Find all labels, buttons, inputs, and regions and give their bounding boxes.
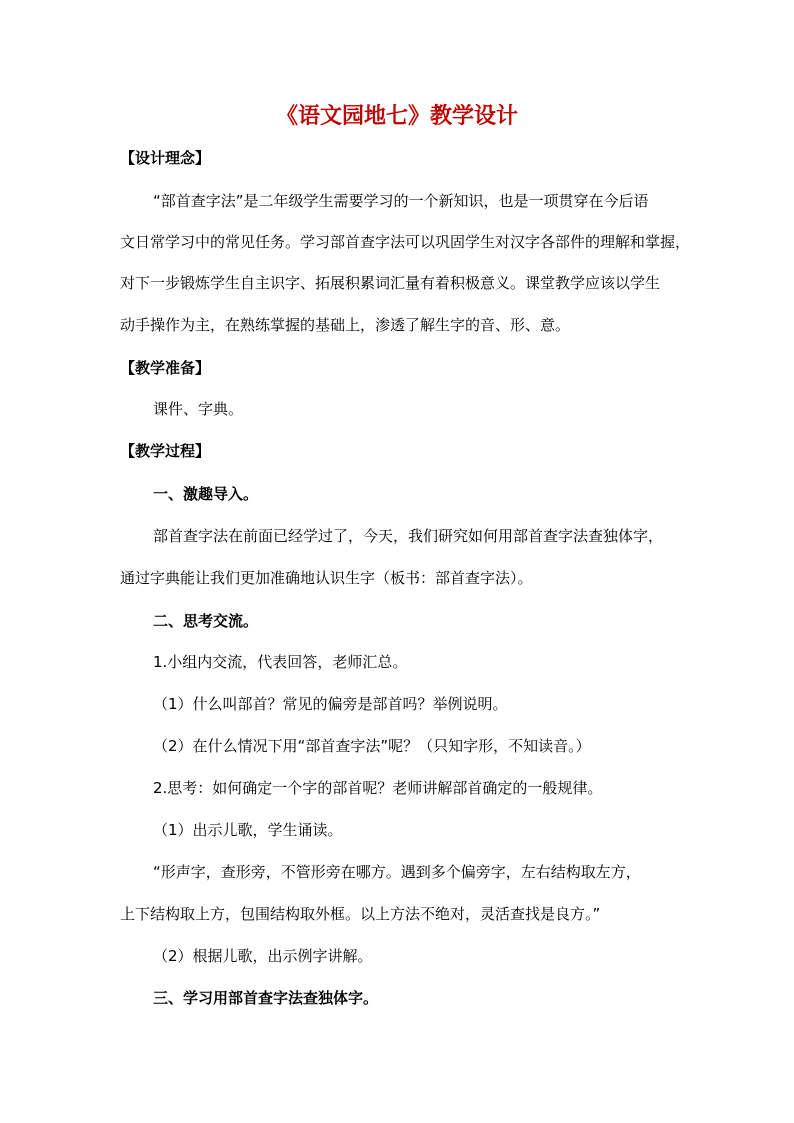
paragraph-line: 通过字典能让我们更加准确地认识生字（板书：部首查字法）。 xyxy=(120,569,533,587)
rhyme-line: “形声字，查形旁，不管形旁在哪方。遇到多个偏旁字，左右结构取左方， xyxy=(153,863,641,881)
list-item: 2.思考：如何确定一个字的部首呢？老师讲解部首确定的一般规律。 xyxy=(153,779,603,797)
heading-process: 【教学过程】 xyxy=(120,442,211,460)
heading-preparation: 【教学准备】 xyxy=(120,359,211,377)
paragraph-line: 对下一步锻炼学生自主识字、拓展积累词汇量有着积极意义。课堂教学应该以学生 xyxy=(120,274,661,292)
heading-design-concept: 【设计理念】 xyxy=(120,149,211,167)
paragraph-line: 部首查字法在前面已经学过了，今天，我们研究如何用部首查字法查独体字， xyxy=(153,527,664,545)
rhyme-line: 上下结构取上方，包围结构取外框。以上方法不绝对，灵活查找是良方。” xyxy=(120,905,601,923)
step-title: 一、激趣导入。 xyxy=(153,485,259,503)
step-title: 三、学习用部首查字法查独体字。 xyxy=(153,989,379,1007)
list-item: （2）根据儿歌，出示例字讲解。 xyxy=(153,947,373,965)
paragraph-line: 动手操作为主，在熟练掌握的基础上，渗透了解生字的音、形、意。 xyxy=(120,316,571,334)
paragraph-line: “部首查字法”是二年级学生需要学习的一个新知识，也是一项贯穿在今后语 xyxy=(153,192,649,210)
list-item: （2）在什么情况下用“部首查字法”呢？（只知字形，不知读音。） xyxy=(153,737,591,755)
step-title: 二、思考交流。 xyxy=(153,612,259,630)
preparation-text: 课件、字典。 xyxy=(153,400,244,418)
document-title: 《语文园地七》教学设计 xyxy=(275,104,518,129)
paragraph-line: 文日常学习中的常见任务。学习部首查字法可以巩固学生对汉字各部件的理解和掌握， xyxy=(120,233,691,251)
list-item: 1.小组内交流，代表回答，老师汇总。 xyxy=(153,653,408,671)
list-item: （1）出示儿歌，学生诵读。 xyxy=(153,821,343,839)
list-item: （1）什么叫部首？常见的偏旁是部首吗？举例说明。 xyxy=(153,695,508,713)
